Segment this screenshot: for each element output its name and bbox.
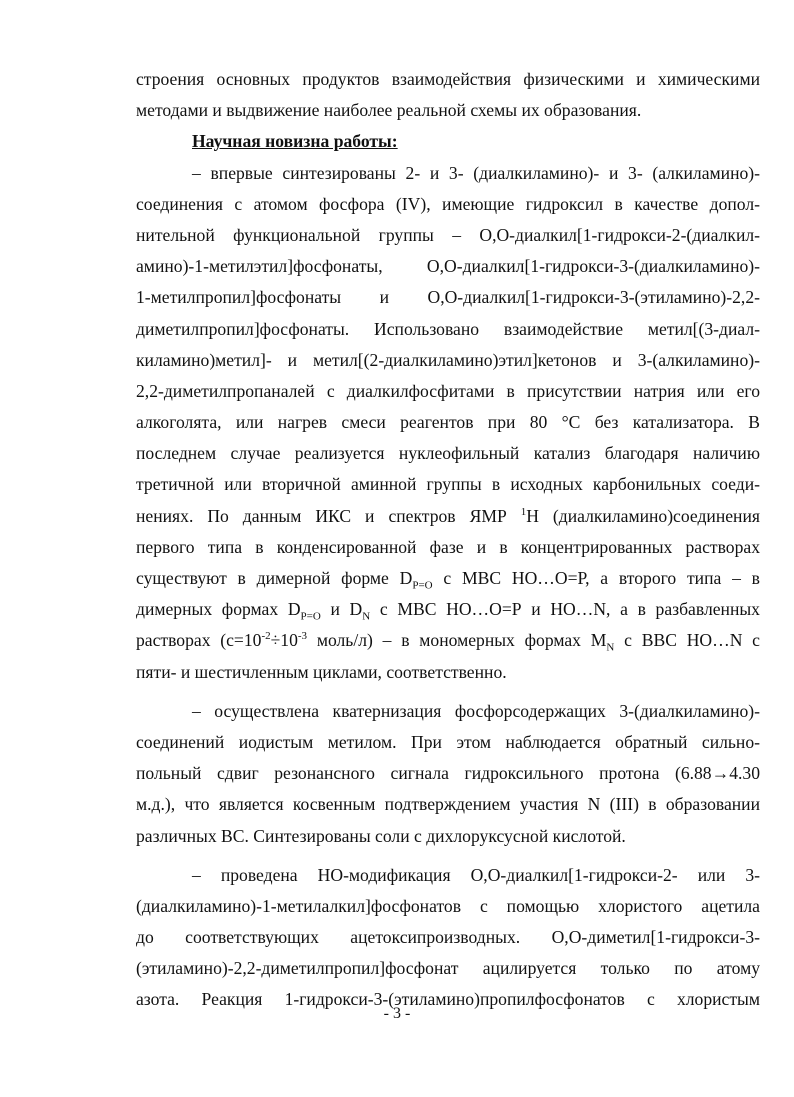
text-line: 1-метилпропил]фосфонаты и О,О-диалкил[1-гидрокси-3-(этиламино)-2,2- — [136, 287, 760, 308]
text-line: последнем случае реализуется нуклеофильный катализ благодаря наличию — [136, 443, 760, 464]
section-heading: Научная новизна работы: — [192, 131, 398, 152]
text-line: амино)-1-метилэтил]фосфонаты, О,О-диалкил[1-гидрокси-3-(диалкиламино)- — [136, 256, 760, 277]
text-line: третичной или вторичной аминной группы в исходных карбонильных соеди- — [136, 474, 760, 495]
text-line: диметилпропил]фосфонаты. Использовано взаимодействие метил[(3-диал- — [136, 318, 760, 339]
text-line: – осуществлена кватернизация фосфорсодержащих 3-(диалкиламино)- — [192, 700, 760, 721]
text-line: – впервые синтезированы 2- и 3- (диалкиламино)- и 3- (алкиламино)- — [192, 162, 760, 183]
text-line: существуют в димерной форме $D_{P=O}$ с МВС НО…О=Р, а второго типа – в — [136, 568, 760, 592]
text-line: (диалкиламино)-1-метилалкил]фосфонатов с помощью хлористого ацетила — [136, 895, 760, 916]
text-line: м.д.), что является косвенным подтверждением участия N (III) в образовании — [136, 794, 760, 815]
text-line: соединений иодистым метилом. При этом наблюдается обратный сильно- — [136, 731, 760, 752]
page-number: - 3 - — [383, 1005, 411, 1022]
text-line: нениях. По данным ИКС и спектров ЯМР $^1$H (диалкиламино)соединения — [136, 505, 760, 526]
text-line: первого типа в конденсированной фазе и в концентрированных растворах — [136, 536, 760, 557]
subscript: N — [606, 641, 615, 654]
subscript: P=O — [412, 579, 433, 592]
text-line: пяти- и шестичленным циклами, соответственно. — [136, 661, 507, 682]
text-line: киламино)метил]- и метил[(2-диалкиламино)этил]кетонов и 3-(алкиламино)- — [136, 349, 760, 370]
superscript: -3 — [297, 630, 308, 643]
text-line: 2,2-диметилпропаналей с диалкилфосфитами в присутствии натрия или его — [136, 380, 760, 401]
text-line: – проведена НО-модификация О,О-диалкил[1-гидрокси-2- или 3- — [192, 864, 760, 885]
text-line: различных ВС. Синтезированы соли с дихлоруксусной кислотой. — [136, 825, 626, 846]
text-line: азота. Реакция 1-гидрокси-3-(этиламино)пропилфосфонатов с хлористым — [136, 989, 760, 1010]
text-line: методами и выдвижение наиболее реальной схемы их образования. — [136, 100, 642, 121]
superscript: -2 — [261, 630, 271, 643]
text-line: димерных формах $D_{P=O}$ и $D_N$ с МВС НО…О=Р и НО…N, а в разбавленных — [136, 599, 760, 623]
text-line: до соответствующих ацетоксипроизводных. О,О-диметил[1-гидрокси-3- — [136, 927, 760, 948]
text-line: строения основных продуктов взаимодействия физическими и химическими — [136, 69, 760, 89]
document-page — [136, 64, 760, 1016]
superscript: 1 — [520, 505, 527, 518]
text-line: (этиламино)-2,2-диметилпропил]фосфонат ацилируется только по атому — [136, 958, 760, 979]
text-line: польный сдвиг резонансного сигнала гидроксильного протона (6.88→4.30 — [136, 763, 760, 784]
subscript: P=O — [300, 610, 321, 623]
text-line: растворах ($с=10^{-2}\div 10^{-3}$ моль/л) – в мономерных формах $M_N$ с ВВС НО…N с — [136, 630, 760, 654]
text-line: соединения с атомом фосфора (IV), имеющие гидроксил в качестве допол- — [136, 193, 760, 214]
text-line: алкоголята, или нагрев смеси реагентов при 80 °С без катализатора. В — [136, 412, 760, 433]
text-line: нительной функциональной группы – О,О-диалкил[1-гидрокси-2-(диалкил- — [136, 224, 760, 245]
subscript: N — [362, 610, 371, 623]
